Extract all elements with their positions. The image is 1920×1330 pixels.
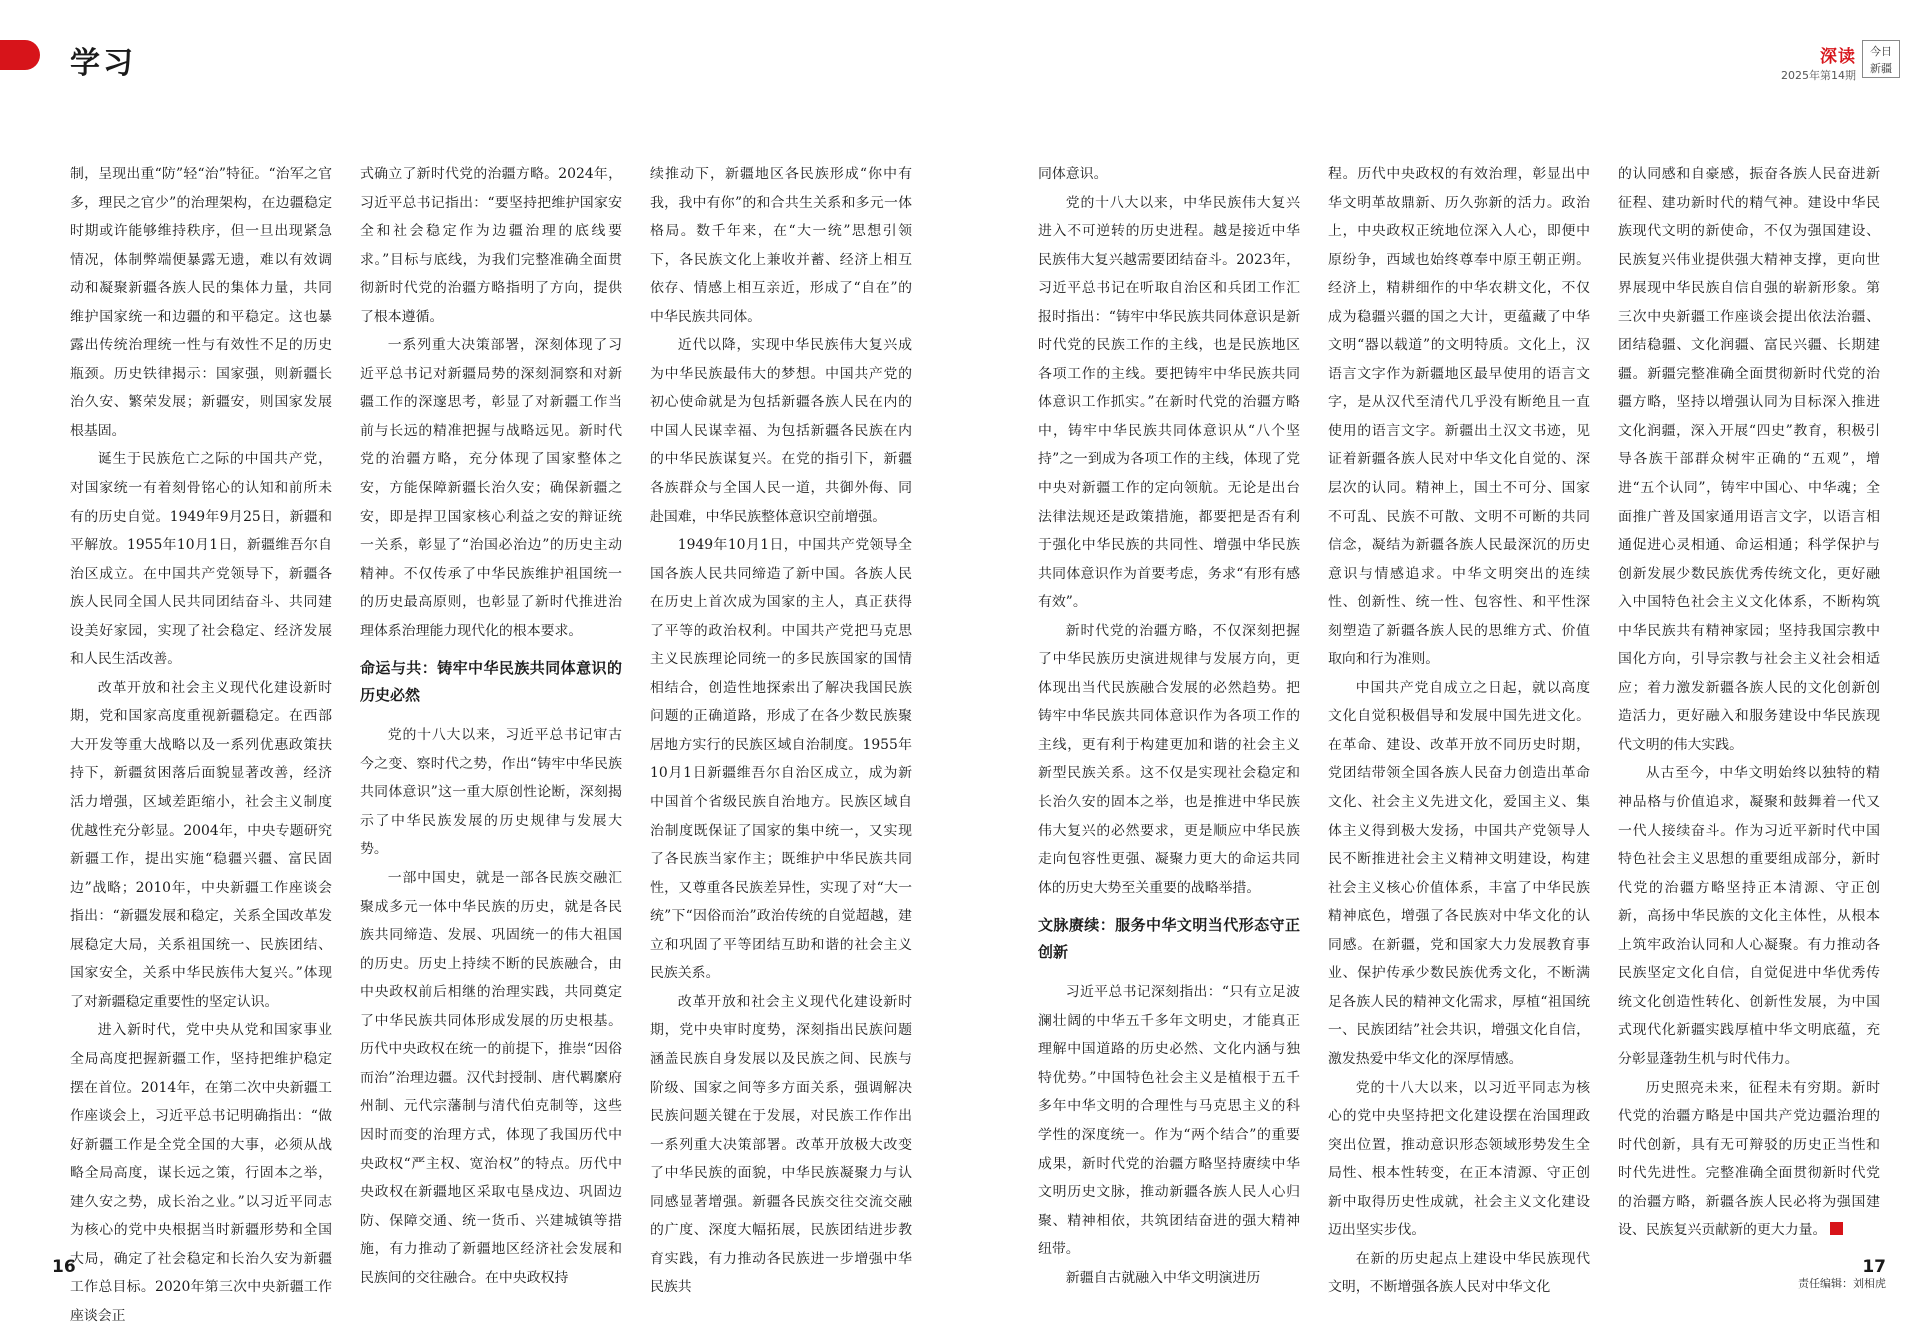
magazine-brand xyxy=(1781,42,1856,83)
section-tab-marker xyxy=(0,40,40,70)
issue-number: 2025年第14期 xyxy=(1781,69,1856,82)
column-4 xyxy=(1038,160,1300,1286)
column-1 xyxy=(70,160,332,1324)
column-6 xyxy=(1618,160,1880,1246)
paragraph: 进入新时代，党中央从党和国家事业全局高度把握新疆工作，坚持把维护稳定摆在首位。2014年，在第二次中央新疆工作座谈会上，习近平总书记明确指出：“做好新疆工作是全党全国的大事，必须从战略全局高度，谋长远之策，行固本之举，建久安之势，成长治之业。”以习近平同志为核心的党中央根据当时新疆形势和全国大局，确定了社会稳定和长治久安为新疆工作总目标。2020年第三次中央新疆工作座谈会正 xyxy=(70,1022,332,1324)
paragraph: 程。历代中央政权的有效治理，彰显出中华文明革故鼎新、历久弥新的活力。政治上，中央政权正统地位深入人心，即便中原纷争，西域也始终尊奉中原王朝正朔。经济上，精耕细作的中华农耕文化，不仅成为稳疆兴疆的国之大计，更蕴藏了中华文明“器以载道”的文明特质。文化上，汉语言文字作为新疆地区最早使用的语言文字，是从汉代至清代几乎没有断绝且一直使用的语言文字。新疆出土汉文书迹，见证着新疆各族人民对中华文化自觉的、深层次的认同。精神上，国土不可分、国家不可乱、民族不可散、文明不可断的共同信念，凝结为新疆各族人民最深沉的历史意识与情感追求。中华文明突出的连续性、创新性、统一性、包容性、和平性深刻塑造了新疆各族人民的思维方式、价值取向和行为准则。 xyxy=(1328,166,1590,668)
paragraph: 新疆自古就融入中华文明演进历 xyxy=(1065,1269,1261,1286)
paragraph: 式确立了新时代党的治疆方略。2024年，习近平总书记指出：“要坚持把维护国家安全和社会稳定作为边疆治理的底线要求。”目标与底线，为我们完整准确全面贯彻新时代党的治疆方略指明了方向，提供了根本遵循。 xyxy=(360,166,622,325)
logo-line-2: 新疆 xyxy=(1870,62,1892,75)
page-number-left: 16 xyxy=(52,1257,76,1277)
paragraph: 党的十八大以来，习近平总书记审古今之变、察时代之势，作出“铸牢中华民族共同体意识”这一重大原创性论断，深刻揭示了中华民族发展的历史规律与发展大势。 xyxy=(360,727,622,858)
logo-line-1: 今日 xyxy=(1870,45,1892,58)
paragraph: 党的十八大以来，中华民族伟大复兴进入不可逆转的历史进程。越是接近中华民族伟大复兴越需要团结奋斗。2023年，习近平总书记在听取自治区和兵团工作汇报时指出：“铸牢中华民族共同体意识是新时代党的民族工作的主线，也是民族地区各项工作的主线。要把铸牢中华民族共同体意识工作抓实。”在新时代党的治疆方略中，铸牢中华民族共同体意识从“八个坚持”之一到成为各项工作的主线，体现了党中央对新疆工作的定向领航。无论是出台法律法规还是政策措施，都要把是否有利于强化中华民族的共同性、增强中华民族共同体意识作为首要考虑，务求“有形有感有效”。 xyxy=(1038,194,1300,611)
column-5 xyxy=(1328,160,1590,1296)
paragraph: 中国共产党自成立之日起，就以高度文化自觉积极倡导和发展中国先进文化。在革命、建设、改革开放不同历史时期，党团结带领全国各族人民奋力创造出革命文化、社会主义先进文化，爱国主义、集体主义得到极大发扬，中国共产党领导人民不断推进社会主义精神文明建设，构建社会主义核心价值体系，丰富了中华民族精神底色，增强了各民族对中华文化的认同感。在新疆，党和国家大力发展教育事业、保护传承少数民族优秀文化，不断满足各族人民的精神文化需求，厚植“祖国统一、民族团结”社会共识，增强文化自信，激发热爱中华文化的深厚情感。 xyxy=(1328,679,1590,1067)
end-mark-icon xyxy=(1830,1222,1843,1235)
paragraph: 续推动下，新疆地区各民族形成“你中有我，我中有你”的和合共生关系和多元一体格局。数千年来，在“大一统”思想引领下，各民族文化上兼收并蓄、经济上相互依存、情感上相互亲近，形成了“自在”的中华民族共同体。 xyxy=(650,166,912,325)
section-heading: 命运与共：铸牢中华民族共同体意识的历史必然 xyxy=(360,659,622,705)
paragraph: 习近平总书记深刻指出：“只有立足波澜壮阔的中华五千多年文明史，才能真正理解中国道路的历史必然、文化内涵与独特优势。”中国特色社会主义是植根于五千多年中华文明的合理性与马克思主义的科学性的深度统一。作为“两个结合”的重要成果，新时代党的治疆方略坚持赓续中华文明历史文脉，推动新疆各族人民人心归聚、精神相依，共筑团结奋进的强大精神纽带。 xyxy=(1038,984,1300,1258)
editor-credit: 责任编辑：刘相虎 xyxy=(1798,1277,1886,1290)
paragraph: 1949年10月1日，中国共产党领导全国各族人民共同缔造了新中国。各族人民在历史上首次成为国家的主人，真正获得了平等的政治权利。中国共产党把马克思主义民族理论同统一的多民族国家的国情相结合，创造性地探索出了解决我国民族问题的正确道路，形成了在各少数民族聚居地方实行的民族区域自治制度。1955年10月1日新疆维吾尔自治区成立，成为新中国首个省级民族自治地方。民族区域自治制度既保证了国家的集中统一，又实现了各民族当家作主；既维护中华民族共同性，又尊重各民族差异性，实现了对“大一统”下“因俗而治”政治传统的自觉超越，建立和巩固了平等团结互助和谐的社会主义民族关系。 xyxy=(650,537,912,982)
brand-title: 深读 xyxy=(1820,47,1856,67)
paragraph: 党的十八大以来，以习近平同志为核心的党中央坚持把文化建设摆在治国理政突出位置，推动意识形态领域形势发生全局性、根本性转变，在正本清源、守正创新中取得历史性成就，社会主义文化建设迈出坚实步伐。 xyxy=(1328,1079,1590,1239)
page-number-right: 17 xyxy=(1862,1257,1886,1277)
paragraph: 制，呈现出重“防”轻“治”特征。“治军之官多，理民之官少”的治理架构，在边疆稳定时期或许能够维持秩序，但一旦出现紧急情况，体制弊端便暴露无遗，难以有效调动和凝聚新疆各族人民的集体力量，共同维护国家统一和边疆的和平稳定。这也暴露出传统治理统一性与有效性不足的历史瓶颈。历史铁律揭示：国家强，则新疆长治久安、繁荣发展；新疆安，则国家发展根基固。 xyxy=(70,166,332,439)
paragraph: 的认同感和自豪感，振奋各族人民奋进新征程、建功新时代的精气神。建设中华民族现代文明的新使命，不仅为强国建设、民族复兴伟业提供强大精神支撑，更向世界展现中华民族自信自强的崭新形象。第三次中央新疆工作座谈会提出依法治疆、团结稳疆、文化润疆、富民兴疆、长期建疆。新疆完整准确全面贯彻新时代党的治疆方略，坚持以增强认同为目标深入推进文化润疆，深入开展“四史”教育，积极引导各族干部群众树牢正确的“五观”，增进“五个认同”，铸牢中国心、中华魂；全面推广普及国家通用语言文字，以语言相通促进心灵相通、命运相通；科学保护与创新发展少数民族优秀传统文化，更好融入中国特色社会主义文化体系，不断构筑中华民族共有精神家园；坚持我国宗教中国化方向，引导宗教与社会主义社会相适应；着力激发新疆各族人民的文化创新创造活力，更好融入和服务建设中华民族现代文明的伟大实践。 xyxy=(1618,166,1880,753)
paragraph: 改革开放和社会主义现代化建设新时期，党中央审时度势，深刻指出民族问题涵盖民族自身发展以及民族之间、民族与阶级、国家之间等多方面关系，强调解决民族问题关键在于发展，对民族工作作出一系列重大决策部署。改革开放极大改变了中华民族的面貌，中华民族凝聚力与认同感显著增强。新疆各民族交往交流交融的广度、深度大幅拓展，民族团结进步教育实践，有力推动各民族进一步增强中华民族共 xyxy=(650,993,912,1296)
section-heading: 文脉赓续：服务中华文明当代形态守正创新 xyxy=(1038,916,1300,962)
paragraph-text: 历史照亮未来，征程未有穷期。新时代党的治疆方略是中国共产党边疆治理的时代创新，具有无可辩驳的历史正当性和时代先进性。完整准确全面贯彻新时代党的治疆方略，新疆各族人民必将为强国建设、民族复兴贡献新的更大力量。 xyxy=(1618,1079,1880,1239)
paragraph: 改革开放和社会主义现代化建设新时期，党和国家高度重视新疆稳定。在西部大开发等重大战略以及一系列优惠政策扶持下，新疆贫困落后面貌显著改善，经济活力增强，区域差距缩小，社会主义制度优越性充分彰显。2004年，中央专题研究新疆工作，提出实施“稳疆兴疆、富民固边”战略；2010年，中央新疆工作座谈会指出：“新疆发展和稳定，关系全国改革发展稳定大局，关系祖国统一、民族团结、国家安全，关系中华民族伟大复兴。”体现了对新疆稳定重要性的坚定认识。 xyxy=(70,679,332,1010)
paragraph: 同体意识。 xyxy=(1038,166,1108,182)
magazine-logo xyxy=(1862,40,1900,78)
column-3 xyxy=(650,160,912,1296)
paragraph: 一系列重大决策部署，深刻体现了习近平总书记对新疆局势的深刻洞察和对新疆工作的深邃思考，彰显了对新疆工作当前与长远的精准把握与战略远见。新时代党的治疆方略，充分体现了国家整体之安，方能保障新疆长治久安；确保新疆之安，即是捍卫国家核心利益之安的辩证统一关系，彰显了“治国必治边”的历史主动精神。不仅传承了中华民族维护祖国统一的历史最高原则，也彰显了新时代推进治理体系治理能力现代化的根本要求。 xyxy=(360,337,622,639)
paragraph: 从古至今，中华文明始终以独特的精神品格与价值追求，凝聚和鼓舞着一代又一代人接续奋斗。作为习近平新时代中国特色社会主义思想的重要组成部分，新时代党的治疆方略坚持正本清源、守正创新，高扬中华民族的文化主体性，从根本上筑牢政治认同和人心凝聚。有力推动各民族坚定文化自信，自觉促进中华优秀传统文化创造性转化、创新性发展，为中国式现代化新疆实践厚植中华文明底蕴，充分彰显蓬勃生机与时代伟力。 xyxy=(1618,765,1880,1067)
column-2 xyxy=(360,160,622,1286)
paragraph: 诞生于民族危亡之际的中国共产党，对国家统一有着刻骨铭心的认知和前所未有的历史自觉。1949年9月25日，新疆和平解放。1955年10月1日，新疆维吾尔自治区成立。在中国共产党领导下，新疆各族人民同全国人民共同团结奋斗、共同建设美好家园，实现了社会稳定、经济发展和人民生活改善。 xyxy=(70,451,332,668)
section-title: 学习 xyxy=(70,46,136,81)
paragraph: 新时代党的治疆方略，不仅深刻把握了中华民族历史演进规律与发展方向，更体现出当代民族融合发展的必然趋势。把铸牢中华民族共同体意识作为各项工作的主线，更有利于构建更加和谐的社会主义新型民族关系。这不仅是实现社会稳定和长治久安的固本之举，也是推进中华民族伟大复兴的必然要求，更是顺应中华民族走向包容性更强、凝聚力更大的命运共同体的历史大势至关重要的战略举措。 xyxy=(1038,622,1300,896)
paragraph: 一部中国史，就是一部各民族交融汇聚成多元一体中华民族的历史，就是各民族共同缔造、发展、巩固统一的伟大祖国的历史。历史上持续不断的民族融合，由中央政权前后相继的治理实践，共同奠定了中华民族共同体形成发展的历史根基。历代中央政权在统一的前提下，推崇“因俗而治”治理边疆。汉代封授制、唐代羁縻府州制、元代宗藩制与清代伯克制等，这些因时而变的治理方式，体现了我国历代中央政权“严主权、宽治权”的特点。历代中央政权在新疆地区采取屯垦戍边、巩固边防、保障交通、统一货币、兴建城镇等措施，有力推动了新疆地区经济社会发展和民族间的交往融合。在中央政权持 xyxy=(360,870,622,1286)
paragraph: 近代以降，实现中华民族伟大复兴成为中华民族最伟大的梦想。中国共产党的初心使命就是为包括新疆各族人民在内的中国人民谋幸福、为包括新疆各民族在内的中华民族谋复兴。在党的指引下，新疆各族群众与全国人民一道，共御外侮、同赴国难，中华民族整体意识空前增强。 xyxy=(650,337,912,525)
paragraph: 在新的历史起点上建设中华民族现代文明，不断增强各族人民对中华文化 xyxy=(1328,1250,1590,1296)
paragraph-final xyxy=(1618,1074,1880,1245)
